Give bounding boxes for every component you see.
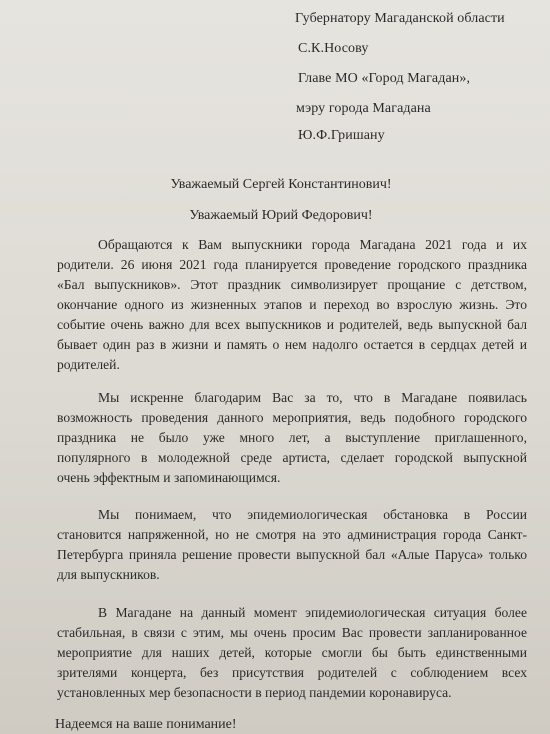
- salutation-second: Уважаемый Юрий Федорович!: [189, 208, 373, 223]
- paragraph-line: событие очень важно для всех выпускников и родителей, ведь выпускной бал: [57, 317, 527, 332]
- addressee-line: С.К.Носову: [298, 41, 369, 56]
- addressee-line: мэру города Магадана: [296, 101, 431, 116]
- paragraph-line: Мы понимаем, что эпидемиологическая обстановка в России: [98, 507, 527, 522]
- paragraph-line: Обращаются к Вам выпускники города Магадана 2021 года и их: [98, 237, 527, 252]
- paragraph-line: стабильная, в связи с этим, мы очень просим Вас провести запланированное: [57, 625, 527, 640]
- paragraph-line: «Бал выпускников». Этот праздник символизирует прощание с детством,: [57, 277, 527, 292]
- paragraph-line: родителей.: [57, 357, 120, 372]
- addressee-line: Главе МО «Город Магадан»,: [298, 71, 471, 86]
- paragraph-line: Петербурга приняла решение провести выпускной бал «Алые Паруса» только: [57, 547, 527, 562]
- paragraph-line: популярного в молодежной среде артиста, сделает городской выпускной: [57, 450, 527, 465]
- addressee-line: Ю.Ф.Гришану: [298, 128, 385, 143]
- paragraph-line: Мы искренне благодарим Вас за то, что в Магадане появилась: [98, 390, 527, 405]
- addressee-line: Губернатору Магаданской области: [295, 11, 505, 26]
- paragraph-line: возможность проведения данного мероприятия, ведь подобного городского: [57, 410, 527, 425]
- paragraph-line: мероприятие для наших детей, которые смогли бы быть единственными: [57, 645, 527, 660]
- paragraph-line: становится напряженной, но не смотря на это администрация города Санкт-: [57, 527, 527, 542]
- paragraph-line: зрителями концерта, без присутствия родителей с соблюдением всех: [57, 665, 527, 680]
- closing-line: Надеемся на ваше понимание!: [55, 717, 237, 732]
- paragraph-line: родители. 26 июня 2021 года планируется проведение городского праздника: [57, 257, 527, 272]
- paragraph-line: В Магадане на данный момент эпидемиологическая ситуация более: [98, 605, 527, 620]
- paragraph-line: очень эффектным и запоминающимся.: [57, 470, 281, 485]
- salutation-first: Уважаемый Сергей Константинович!: [170, 177, 392, 192]
- paragraph-line: окончание одного из жизненных этапов и переход во взрослую жизнь. Это: [57, 297, 527, 312]
- paragraph-line: бывает один раз в жизни и память о нем надолго остается в сердцах детей и: [57, 337, 527, 352]
- paragraph-line: установленных мер безопасности в период пандемии коронавируса.: [57, 685, 452, 700]
- paragraph-line: праздника не было уже много лет, а выступление приглашенного,: [57, 430, 527, 445]
- paragraph-line: для выпускников.: [57, 567, 160, 582]
